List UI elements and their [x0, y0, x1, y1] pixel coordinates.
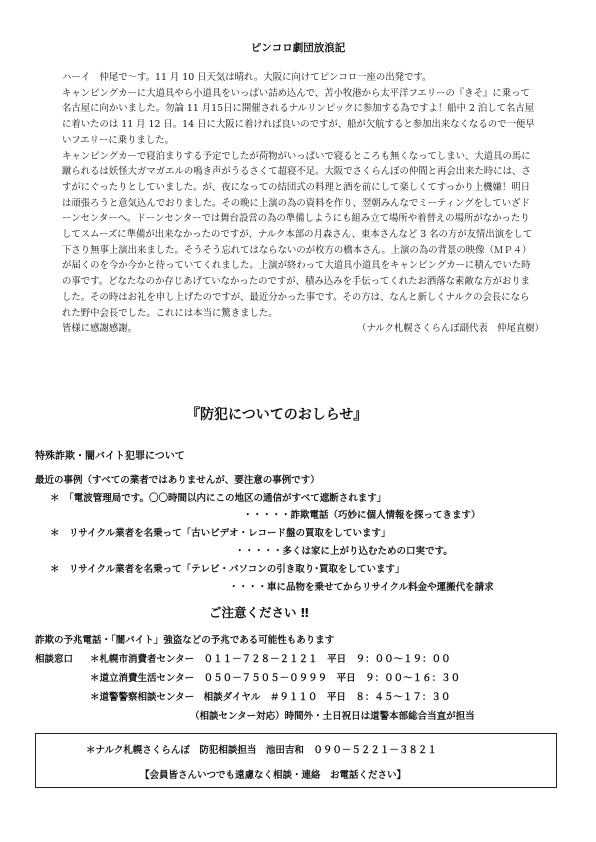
- report-line: してスムーズに準備が出来なかったのですが、ナルク本部の月森さん、東本さんなど 3 名の方が友情出演をして: [62, 229, 533, 241]
- report-closing-row: [62, 321, 544, 337]
- consult-police: ＊道警警察相談センター 相談ダイヤル ＃９１１０ 平日 ８：４５～１７：３０: [90, 692, 451, 703]
- case-2-note: ・・・・・多くは家に上がり込むための口実です。: [235, 546, 453, 557]
- report-line: いフエリーに乗りました。: [62, 134, 175, 146]
- case-2: ＊ リサイクル業者を名乗って「古いビデオ・レコード盤の買取をしています」: [50, 528, 391, 539]
- report-body: [62, 70, 544, 337]
- consult-hokkaido: ＊道立消費生活センター ０５０－７５０５－０９９９ 平日 ９：００～１６：３０: [90, 673, 461, 684]
- consult-police-note: （相談センター対応）時間外・土日祝日は道警本部総合当直が担当: [190, 711, 475, 722]
- report-line: に着いたのは 11 月 12 日。14 日に大阪に着ければ良いのですが、船が欠航すると参加出来なくなるので一便早: [62, 119, 535, 131]
- case-1: ＊ 「電波管理局です。〇〇時間以内にこの地区の通信がすべて遮断されます」: [50, 493, 387, 504]
- report-signature: （ナルク札幌さくらんぼ副代表 仲尾直樹）: [357, 323, 544, 335]
- report-line: 蹴られるは妖怪大ガマガエルの鳴き声がうるさくて超寝不足。大阪でさくらんぼの仲間と再会出来た時には、さ: [62, 166, 531, 178]
- contact-line: ＊ナルク札幌さくらんぼ 防犯相談担当 池田吉和 ０９０－５２２１－３８２１: [86, 745, 437, 756]
- case-3-note: ・・・・車に品物を乗せてからリサイクル料金や運搬代を請求: [229, 582, 494, 593]
- report-line: の事です。どなたなのか存じあげていなかったのですが、積み込みを手伝ってくれたお洒落な素敵な方がおりま: [62, 276, 531, 288]
- report-line: が届くのを今か今かと待っていてくれました。上演が終わって大道具小道具をキャンピングカーに積んでいた時: [62, 260, 531, 272]
- report-line: れた野中会長でした。これには本当に驚きました。: [62, 307, 278, 319]
- recent-cases-intro: 最近の事例（すべての業者ではありませんが、要注意の事例です）: [35, 475, 320, 486]
- report-closing: 皆様に感謝感謝。: [62, 323, 138, 335]
- report-line: キャンピングカーに大道具やら小道具をいっぱい詰め込んで、苫小牧港から太平洋フエリーの『きそ』に乗って: [62, 87, 530, 99]
- report-line: 下さり無事上演出来ました。そうそう忘れてはならないのが枚方の橋本さん。上演の為の背景の映像（ＭＰ４）: [62, 244, 532, 256]
- report-title: ピンコロ劇団放浪記: [250, 42, 346, 54]
- warning-text: 詐欺の予兆電話・「闇バイト」強盗などの予兆である可能性もあります: [35, 635, 335, 646]
- contact-request: 【会員皆さんいつでも遠慮なく相談・連絡 お電話ください】: [140, 770, 407, 781]
- consult-label: 相談窓口: [35, 654, 74, 665]
- report-line: 名古屋に向かいました。勿論 11 月15日に開催されるナルリンピックに参加する為ですよ！船中 2 泊して名古屋: [62, 103, 535, 115]
- report-line: すがにぐったりとしていました。が、夜になっての結団式の料理と酒を前にして楽しくてすっかり上機嫌！明日: [62, 181, 531, 193]
- report-line: ーンセンターへ。ドーンセンターでは舞台設営の為の準備しようにも組み立て場所や着替えの場所がなかったり: [62, 213, 530, 225]
- consult-sapporo: ＊札幌市消費者センター ０１１－７２８－２１２１ 平日 ９：００～１９：００: [90, 654, 451, 665]
- caution-heading: ご注意ください ‼: [209, 605, 309, 620]
- case-3: ＊ リサイクル業者を名乗って「テレビ・パソコンの引き取り･買取をしています」: [50, 564, 405, 575]
- report-line: キャンピングカーで寝泊まりする予定でしたが荷物がいっぱいで寝るところも無くなってしまい、大道具の馬に: [62, 150, 531, 162]
- contact-box: [35, 733, 557, 788]
- notice-heading: 特殊詐欺・闇バイト犯罪について: [35, 451, 185, 462]
- report-line: は頑張ろうと意気込んでおりました。その晩に上演の為の資料を作り、翌朝みんなでミーティングをしていざド: [62, 197, 530, 209]
- case-1-note: ・・・・・詐欺電話（巧妙に個人情報を探ってきます）: [243, 510, 481, 521]
- report-line: ハーイ 仲尾で～す。11 月 10 日天気は晴れ。大阪に向けてピンコロ一座の出発です。: [62, 72, 432, 83]
- report-line: した。その時はお礼を申し上げたのですが、最近分かった事です。その方は、なんと新しくナルクの会長になら: [62, 291, 530, 303]
- notice-title: 『防犯についてのおしらせ』: [186, 407, 368, 423]
